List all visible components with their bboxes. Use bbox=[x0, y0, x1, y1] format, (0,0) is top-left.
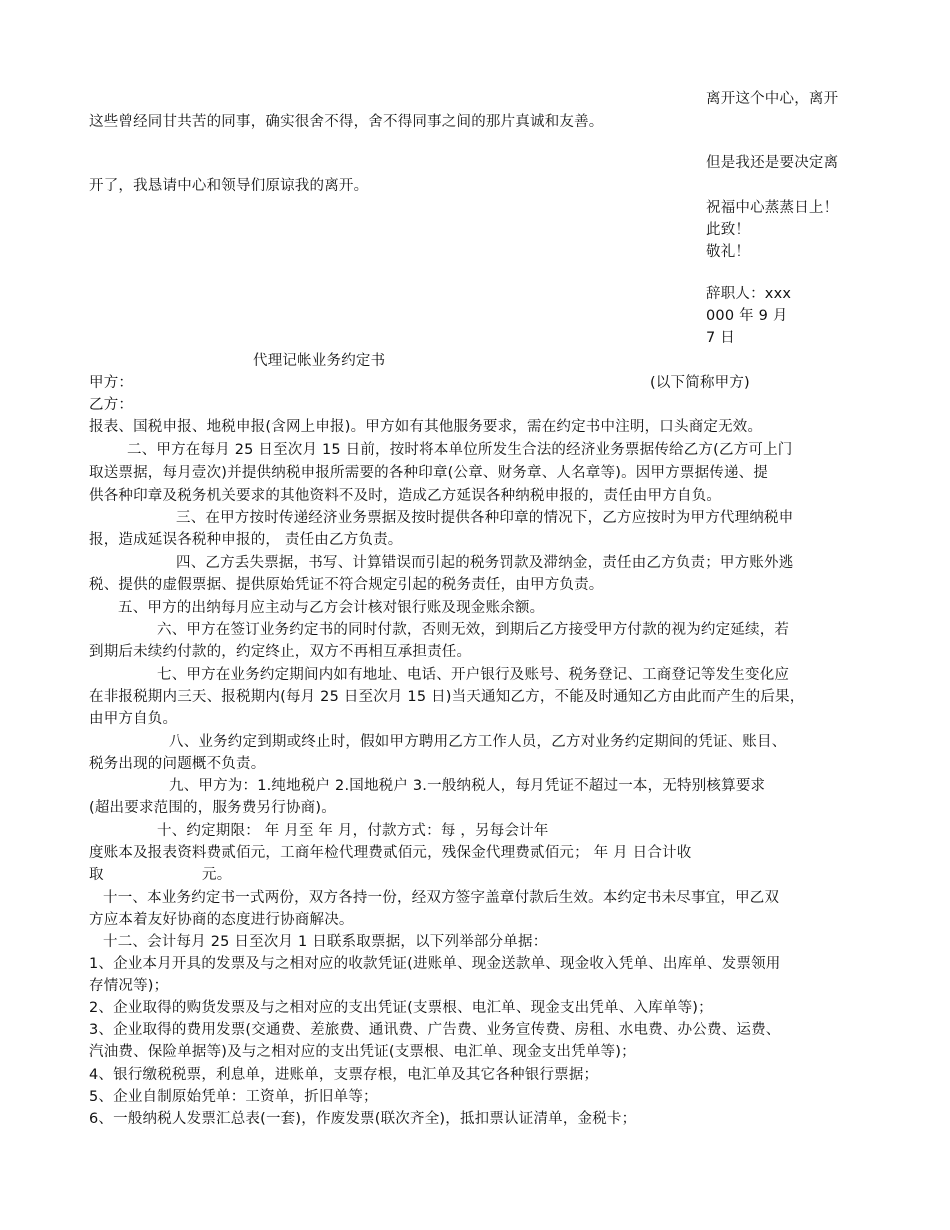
contract-line: 汽油费、保险单据等)及与之相对应的支出凭证(支票根、电汇单、现金支出凭单等)； bbox=[89, 1044, 636, 1060]
contract-line: 存情况等)； bbox=[89, 978, 169, 994]
contract-line: 4、银行缴税税票，利息单，进账单，支票存根，电汇单及其它各种银行票据； bbox=[89, 1067, 599, 1083]
contract-line: 1、企业本月开具的发票及与之相对应的收款凭证(进账单、现金送款单、现金收入凭单、出库单、发票领用 bbox=[89, 956, 781, 972]
contract-line: 税务出现的问题概不负责。 bbox=[89, 756, 266, 772]
signature-date-day: 7 日 bbox=[706, 330, 735, 346]
contract-line: 5、企业自制原始凭单：工资单，折旧单等； bbox=[89, 1089, 378, 1105]
contract-line: 六、甲方在签订业务约定书的同时付款，否则无效，到期后乙方接受甲方付款的视为约定延续，若 bbox=[157, 622, 790, 638]
contract-title: 代理记帐业务约定书 bbox=[253, 353, 386, 369]
contract-line: 3、企业取得的费用发票(交通费、差旅费、通讯费、广告费、业务宣传费、房租、水电费、办公费、运费、 bbox=[89, 1022, 781, 1038]
contract-line: (超出要求范围的，服务费另行协商)。 bbox=[89, 800, 336, 816]
closing-salutation-1: 此致！ bbox=[706, 222, 751, 238]
contract-line: 十、约定期限： 年 月至 年 月，付款方式：每 ，另每会计年 bbox=[157, 823, 549, 839]
closing-wish: 祝福中心蒸蒸日上！ bbox=[706, 200, 839, 216]
contract-line: 二、甲方在每月 25 日至次月 15 日前，按时将本单位所发生合法的经济业务票据传给乙方(乙方可上门 bbox=[127, 442, 793, 458]
contract-line: 十一、本业务约定书一式两份，双方各持一份，经双方签字盖章付款后生效。本约定书未尽事宜，甲乙双 bbox=[103, 890, 780, 906]
party-a-label: 甲方： bbox=[89, 375, 134, 391]
contract-line: 三、在甲方按时传递经济业务票据及按时提供各种印章的情况下，乙方应按时为甲方代理纳税申 bbox=[176, 510, 794, 526]
contract-line: 6、一般纳税人发票汇总表(一套)，作废发票(联次齐全)，抵扣票认证清单，金税卡； bbox=[89, 1111, 637, 1127]
contract-line: 四、乙方丢失票据，书写、计算错误而引起的税务罚款及滞纳金，责任由乙方负责；甲方账外逃 bbox=[176, 555, 794, 571]
contract-line: 报，造成延误各税种申报的， 责任由乙方负责。 bbox=[89, 532, 403, 548]
contract-line: 供各种印章及税务机关要求的其他资料不及时，造成乙方延误各种纳税申报的，责任由甲方自负。 bbox=[89, 488, 722, 504]
contract-line: 五、甲方的出纳每月应主动与乙方会计核对银行账及现金账余额。 bbox=[118, 600, 545, 616]
letter-line-4: 开了，我恳请中心和领导们原谅我的离开。 bbox=[89, 178, 369, 194]
contract-line: 税、提供的虚假票据、提供原始凭证不符合规定引起的税务责任，由甲方负责。 bbox=[89, 577, 604, 593]
contract-line: 报表、国税申报、地税申报(含网上申报)。甲方如有其他服务要求，需在约定书中注明，口头商定无效。 bbox=[89, 419, 763, 435]
contract-line: 在非报税期内三天、报税期内(每月 25 日至次月 15 日)当天通知乙方，不能及时通知乙方由此而产生的后果， bbox=[89, 689, 805, 705]
contract-line: 十二、会计每月 25 日至次月 1 日联系取票据，以下列举部分单据： bbox=[103, 934, 548, 950]
party-a-note: (以下简称甲方) bbox=[650, 375, 750, 391]
contract-line: 2、企业取得的购货发票及与之相对应的支出凭证(支票根、电汇单、现金支出凭单、入库单等)； bbox=[89, 1000, 713, 1016]
contract-line: 度账本及报表资料费贰佰元，工商年检代理费贰佰元，残保金代理费贰佰元； 年 月 日合计收 bbox=[89, 845, 692, 861]
contract-line: 元。 bbox=[202, 867, 232, 883]
signature-date-year-month: 000 年 9 月 bbox=[706, 308, 788, 324]
contract-line: 取 bbox=[89, 867, 104, 883]
contract-line: 七、甲方在业务约定期间内如有地址、电话、开户银行及账号、税务登记、工商登记等发生变化应 bbox=[157, 667, 790, 683]
contract-line: 八、业务约定到期或终止时，假如甲方聘用乙方工作人员，乙方对业务约定期间的凭证、账目、 bbox=[169, 734, 787, 750]
letter-line-3: 但是我还是要决定离 bbox=[706, 155, 839, 171]
contract-line: 到期后未续约付款的，约定终止，双方不再相互承担责任。 bbox=[89, 644, 472, 660]
contract-line: 九、甲方为：1.纯地税户 2.国地税户 3.一般纳税人，每月凭证不超过一本，无特别核算要求 bbox=[169, 778, 766, 794]
letter-line-2: 这些曾经同甘共苦的同事，确实很舍不得，舍不得同事之间的那片真诚和友善。 bbox=[89, 114, 604, 130]
letter-line-1: 离开这个中心，离开 bbox=[706, 91, 839, 107]
closing-salutation-2: 敬礼！ bbox=[706, 244, 751, 260]
contract-line: 方应本着友好协商的态度进行协商解决。 bbox=[89, 912, 354, 928]
contract-line: 由甲方自负。 bbox=[89, 711, 178, 727]
signature-name: 辞职人：xxx bbox=[706, 286, 792, 302]
party-b-label: 乙方： bbox=[89, 397, 134, 413]
contract-line: 取送票据，每月壹次)并提供纳税申报所需要的各种印章(公章、财务章、人名章等)。因甲方票据传递、提 bbox=[89, 465, 769, 481]
